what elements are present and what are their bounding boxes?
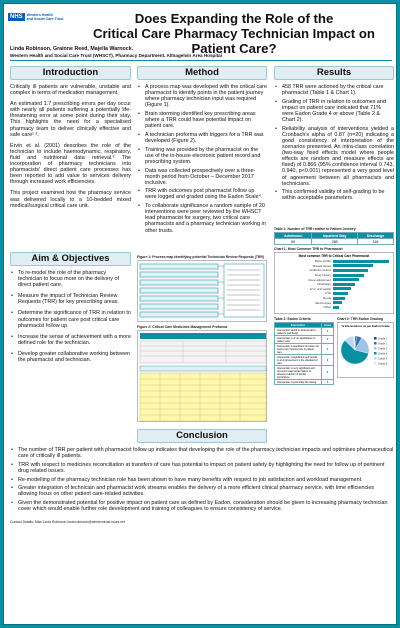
results-section — [274, 66, 394, 204]
figure1-process-map — [137, 260, 267, 322]
eadon-desc: Intervention is of no significance to patient care — [275, 336, 322, 344]
method-item: • To collaborate significance a random sample of 20 interventions were peer reviewed by the WHSCT lead pharmacist for surgery, two critical care pharmacists and a pharmacy technician working in other trusts. — [137, 203, 267, 233]
authors: Linda Robinson, Grainne Reed, Majella Warnock. — [10, 46, 134, 52]
chart2-legend-swatch — [374, 347, 377, 350]
figure1-caption: Figure 1: Process map identifying potential Technician Review Requests (TRR) — [137, 255, 264, 259]
method-item: • Brain storming identified key prescribing areas where a TRR could have potential impact on patient care. — [137, 111, 267, 129]
aims-item: • Increase the sense of achievement with a more defined role for the technician. — [10, 334, 131, 346]
aims-item: • Determine the significance of TRR in relation to outcomes for patient care post critical care pharmacist follow up. — [10, 310, 131, 328]
affiliation: Western Health and Social Care Trust (WHSCT), Pharmacy Department, Altnagelvin Area Hospital — [10, 53, 222, 58]
chart1-bar-label: Electrolytes — [315, 300, 331, 305]
chart1-bar-label: VTE — [325, 291, 331, 296]
table2-eadon-criteria — [274, 322, 334, 385]
method-item: • Data was collected prospectively over a three-month period from October – December 2017 inclusive. — [137, 168, 267, 186]
chart2-legend-swatch — [374, 337, 377, 340]
intro-paragraph-3: Ervin et al. (2001) describes the role of the technician to include haemodynamic, respiratory, fluid and nutritional data retrieval.³ The incorporation of pharmacy technicians into pharmacists' direct patient care processes has been reported to add value to services delivery through increased work efficiencies. — [10, 142, 131, 186]
table1-cell: 280 — [312, 239, 358, 245]
eadon-score: 5 — [322, 366, 334, 380]
chart2-legend-label: Grade 6 — [378, 362, 388, 366]
figure2-proforma — [137, 330, 267, 422]
chart2-legend-swatch — [374, 352, 377, 355]
introduction-heading: Introduction — [10, 66, 131, 80]
method-item: • Training was provided by the pharmacist on the use of the in-house electronic patient record and prescribing system. — [137, 147, 267, 165]
table1-header: Admission — [275, 233, 312, 239]
chart1-bar — [333, 306, 339, 309]
conclusion-section — [10, 429, 394, 515]
chart1-subtitle: Most common TRR to Critical Care Pharmacist — [298, 254, 370, 258]
introduction-section — [10, 66, 131, 214]
conclusion-item: • Greater integration of technician and pharmacist work streams enables the delivery of a more efficient clinical pharmacy service, with time efficiencies allowing focus on other patient care-related activities. — [10, 485, 394, 497]
chart1-bar-label: Bone profile — [314, 259, 331, 264]
chart2-legend-label: Grade 2 — [378, 342, 388, 346]
eadon-header: Score — [322, 323, 334, 328]
trust-name-line1: Western Health — [26, 12, 53, 17]
chart2-legend-swatch — [374, 362, 377, 365]
chart2-legend-label: Grade 5 — [378, 357, 388, 361]
eadon-score: 1 — [322, 328, 334, 336]
results-item: • Grading of TRR in relation to outcomes and impact on patient care indicated that 71% were Eadon Grade 4 or above (Table 2 & Chart 2). — [274, 99, 394, 123]
eadon-desc: Intervention is potentially life saving — [275, 380, 322, 385]
chart1-bar-row — [275, 305, 393, 310]
chart2-legend-swatch — [374, 357, 377, 360]
method-item: • TRR with outcomes post pharmacist follow up were logged and graded using the Eadon Scale⁴. — [137, 188, 267, 200]
results-list — [274, 84, 394, 201]
conclusion-list — [10, 447, 394, 512]
nhs-badge: NHS — [10, 14, 23, 20]
chart1-bar — [333, 264, 373, 267]
table1-cell: 118 — [358, 239, 394, 245]
eadon-header: Intervention — [275, 323, 322, 328]
chart1-bar — [333, 278, 359, 281]
process-map-diagram — [138, 261, 268, 323]
chart1-bar-label: Discharge — [317, 282, 331, 287]
figure2-caption: Figure 2: Critical Care Medicines Management Proforma — [137, 325, 228, 329]
poster — [3, 3, 397, 625]
conclusion-heading: Conclusion — [137, 429, 267, 443]
chart1-bar-label: IV to oral switch — [309, 286, 331, 291]
table1-cell: 60 — [275, 239, 312, 245]
results-heading: Results — [274, 66, 394, 80]
intro-paragraph-1: Critically ill patients are vulnerable, unstable and complex in terms of medication management. — [10, 84, 131, 97]
chart1-bar — [333, 269, 368, 272]
aims-item: • Measure the impact of Technician Review Requests (TRR) for key prescribing areas. — [10, 293, 131, 305]
chart1-bar — [333, 301, 342, 304]
conclusion-item: • TRR with respect to medicines reconciliation at transfers of care has potential to impact on patient safety by highlighting the need for follow up of pertinent drug related issues. — [10, 462, 394, 474]
results-item: • This confirmed validity of self-grading to be within acceptable parameters. — [274, 189, 394, 201]
eadon-desc: Intervention is significant but does not lead to an improvement in patient care — [275, 344, 322, 355]
aims-heading: Aim & Objectives — [10, 252, 131, 266]
eadon-desc: Intervention is very significant and prevents major organ failure or adverse reaction of similar importance — [275, 366, 322, 380]
header-divider — [10, 60, 392, 61]
table1-header: Discharge — [358, 233, 394, 239]
trust-name-line2: and Social Care Trust — [26, 17, 64, 21]
chart2-caption: Chart 2: TRR Eadon Grading — [337, 317, 383, 321]
title-line1: Does Expanding the Role of the — [134, 11, 334, 26]
intro-paragraph-4: This project examined how the pharmacy service was delivered locally to a 10-bedded mixed medical/surgical critical care unit. — [10, 190, 131, 209]
chart1-bar — [333, 297, 345, 300]
results-item: • Reliability analysis of interventions yielded a Cronbach's alpha of 0.87 (n=20) indicating a good consistency of interpretation of the scenarios presented. An intra-class correlation (two-way fixed effects model where people effects are random and measure effects are fixed) of 0.866 (95% confidence interval 0.743, 0.940, p<0.001) represented a very good level of agreement between all pharmacists and technicians. — [274, 126, 394, 187]
eadon-score: 4 — [322, 355, 334, 366]
chart1-bar — [333, 274, 364, 277]
chart1-bar-label: Missed doses — [312, 263, 331, 268]
eadon-score: 2 — [322, 336, 334, 344]
conclusion-item: • Re-modelling of the pharmacy technician role has been shown to have many benefits with respect to job satisfaction and workload management. — [10, 477, 394, 483]
title-line2: Critical Care Pharmacy Technician Impact on Patient Care? — [93, 26, 375, 56]
aims-item: • Develop greater collaborative working between the pharmacist and technician. — [10, 351, 131, 363]
trust-name — [27, 13, 64, 21]
proforma-table — [138, 331, 268, 423]
chart2-legend-label: Grade 1 — [378, 337, 388, 341]
aims-item: • To re-model the role of the pharmacy technician to focus more on the delivery of direct patient care. — [10, 270, 131, 288]
eadon-score: 3 — [322, 344, 334, 355]
method-item: • A process map was developed with the critical care pharmacist to identify points in the patient journey where pharmacy technician input was required (Figure 1). — [137, 84, 267, 108]
intro-paragraph-2: An estimated 1.7 prescribing errors per day occur with nearly all patients suffering a potentially life-threatening error at some point during their stay. This highlights the need for a specialised pharmacy team to deliver clinically effective and safe care¹ ². — [10, 101, 131, 138]
aims-section — [10, 252, 131, 366]
conclusion-item: • Given the demonstrated potential for positive impact on patient care as defined by Eadon, consideration should be given to increasing pharmacy technician cover which would enable further role development and training of colleagues to ensure consistency of service. — [10, 500, 394, 512]
chart1-bar-label: Drug history — [314, 273, 331, 278]
eadon-score: 6 — [322, 380, 334, 385]
chart2-pie-chart — [337, 322, 394, 378]
contact-details: Contact Details: Miss Linda Robinson linda.robinson@westerntrust.hscni.net — [10, 520, 125, 524]
table2-caption: Table 2: Eadon Criteria — [274, 317, 311, 321]
table1-patient-journey — [274, 232, 394, 245]
chart1-bar-label: Renal — [323, 296, 331, 301]
method-item: • A technician proforma with triggers for a TRR was developed (Figure 2). — [137, 132, 267, 144]
chart2-legend-label: Grade 4 — [378, 352, 388, 356]
aims-list — [10, 270, 131, 363]
table1-header: Inpatient Stay — [312, 233, 358, 239]
results-item: • 458 TRR were actioned by the critical care pharmacist (Table 1 & Chart 1). — [274, 84, 394, 96]
chart2-legend-swatch — [374, 342, 377, 345]
chart1-bar — [333, 287, 351, 290]
chart2-legend-label: Grade 3 — [378, 347, 388, 351]
chart1-caption: Chart 1: Most Common TRR to Pharmacist — [274, 247, 343, 251]
method-section — [137, 66, 267, 236]
chart2-subtitle: % Interventions as per Eadon Grade — [341, 324, 390, 328]
conclusion-item: • The number of TRR per patient with pharmacist follow up indicates that developing the role of the pharmacy technician impacts and optimises pharmaceutical care of critically ill patients. — [10, 447, 394, 459]
table1-caption: Table 1: Number of TRR relative to Patient Journey — [274, 227, 356, 231]
nhs-logo — [8, 8, 66, 26]
chart1-bar — [333, 292, 348, 295]
eadon-desc: Intervention is significant and results in an improvement in the standard of care — [275, 355, 322, 366]
chart1-bar — [333, 260, 389, 263]
method-heading: Method — [137, 66, 267, 80]
chart1-bar-label: Other — [323, 305, 331, 310]
chart1-bar-label: Dose adjustment — [308, 277, 331, 282]
chart1-bar-chart — [274, 252, 394, 314]
chart1-bar-label: Antibiotic review — [309, 268, 331, 273]
method-list — [137, 84, 267, 234]
chart2-svg — [338, 328, 395, 374]
chart1-bar — [333, 283, 355, 286]
chart1-bars — [275, 259, 393, 310]
eadon-desc: Intervention which is detrimental to patient's well being — [275, 328, 322, 336]
